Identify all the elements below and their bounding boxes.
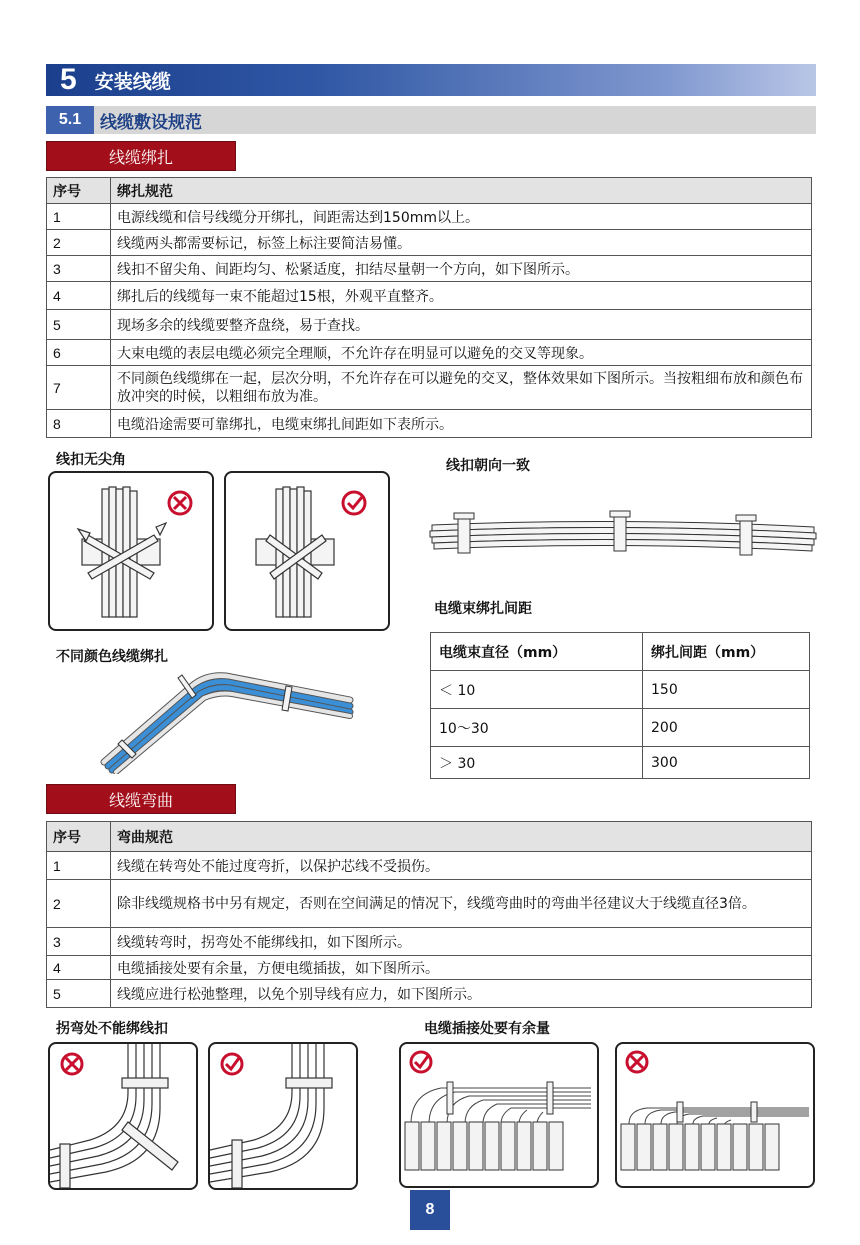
bending-col-rule: 弯曲规范 [111,822,812,852]
bending-row-no: 5 [47,980,111,1008]
binding-row-no: 5 [47,310,111,340]
binding-row-text: 电源线缆和信号线缆分开绑扎，间距需达到150mm以上。 [111,204,812,230]
binding-row-text: 现场多余的线缆要整齐盘绕，易于查找。 [111,310,812,340]
interval-cell: 150 [643,671,810,709]
figure-plug-slack-wrong [615,1042,815,1188]
caption-no-tie-at-bend: 拐弯处不能绑线扣 [56,1021,168,1037]
binding-tab: 线缆绑扎 [46,141,236,171]
bending-row-no: 1 [47,852,111,880]
right-icon [411,1052,431,1072]
caption-interval-title: 电缆束绑扎间距 [434,601,532,617]
binding-row-no: 2 [47,230,111,256]
wrong-icon [627,1052,647,1072]
figure-sharp-tie-wrong [48,471,214,631]
wrong-icon [169,492,191,514]
binding-table [46,177,812,438]
figure-tie-direction [424,505,818,561]
binding-row-text: 线扣不留尖角、间距均匀、松紧适度，扣结尽量朝一个方向，如下图所示。 [111,256,812,282]
figure-color-binding [96,650,358,774]
bending-row-text: 电缆插接处要有余量，方便电缆插拔，如下图所示。 [111,956,812,980]
binding-row-no: 8 [47,410,111,438]
interval-cell: ＞ 30 [431,747,643,779]
bending-col-no: 序号 [47,822,111,852]
interval-cell: 300 [643,747,810,779]
bending-row-no: 4 [47,956,111,980]
wrong-icon [62,1054,82,1074]
interval-cell: 200 [643,709,810,747]
binding-row-text: 不同颜色线缆绑在一起，层次分明，不允许存在可以避免的交叉，整体效果如下图所示。当按粗细布放和颜色布放冲突的时候，以粗细布放为准。 [111,366,812,410]
bending-row-text: 线缆在转弯处不能过度弯折，以保护芯线不受损伤。 [111,852,812,880]
right-icon [343,492,365,514]
figure-plug-slack-right [399,1042,599,1188]
bending-row-no: 2 [47,880,111,928]
figure-bend-tie-right [208,1042,358,1190]
chapter-header [46,64,816,96]
chapter-number: 5 [60,63,77,96]
bending-table [46,821,812,1008]
interval-header-diameter: 电缆束直径（mm） [431,633,643,671]
binding-col-no: 序号 [47,178,111,204]
section-title: 线缆敷设规范 [100,112,202,133]
bending-row-no: 3 [47,928,111,956]
caption-same-direction: 线扣朝向一致 [446,458,530,474]
figure-sharp-tie-right [224,471,390,631]
page-number: 8 [410,1190,450,1230]
binding-row-no: 4 [47,282,111,310]
binding-row-text: 线缆两头都需要标记，标签上标注要简洁易懂。 [111,230,812,256]
binding-row-text: 绑扎后的线缆每一束不能超过15根，外观平直整齐。 [111,282,812,310]
bending-row-text: 线缆应进行松弛整理，以免个别导线有应力，如下图所示。 [111,980,812,1008]
interval-header-spacing: 绑扎间距（mm） [643,633,810,671]
binding-row-no: 1 [47,204,111,230]
caption-slack-at-plug: 电缆插接处要有余量 [424,1021,550,1037]
binding-row-no: 7 [47,366,111,410]
interval-cell: ＜ 10 [431,671,643,709]
section-number: 5.1 [46,106,94,134]
caption-no-sharp: 线扣无尖角 [56,452,126,468]
section-header [46,106,816,134]
caption-color-binding: 不同颜色线缆绑扎 [56,649,168,665]
bending-tab: 线缆弯曲 [46,784,236,814]
binding-row-text: 电缆沿途需要可靠绑扎，电缆束绑扎间距如下表所示。 [111,410,812,438]
bending-row-text: 线缆转弯时，拐弯处不能绑线扣，如下图所示。 [111,928,812,956]
binding-col-rule: 绑扎规范 [111,178,812,204]
binding-row-no: 3 [47,256,111,282]
binding-row-no: 6 [47,340,111,366]
right-icon [222,1054,242,1074]
chapter-title: 安装线缆 [94,70,171,93]
interval-cell: 10～30 [431,709,643,747]
binding-row-text: 大束电缆的表层电缆必须完全理顺，不允许存在明显可以避免的交叉等现象。 [111,340,812,366]
interval-table [430,632,810,779]
figure-bend-tie-wrong [48,1042,198,1190]
bending-row-text: 除非线缆规格书中另有规定，否则在空间满足的情况下，线缆弯曲时的弯曲半径建议大于线缆直径3倍。 [111,880,812,928]
